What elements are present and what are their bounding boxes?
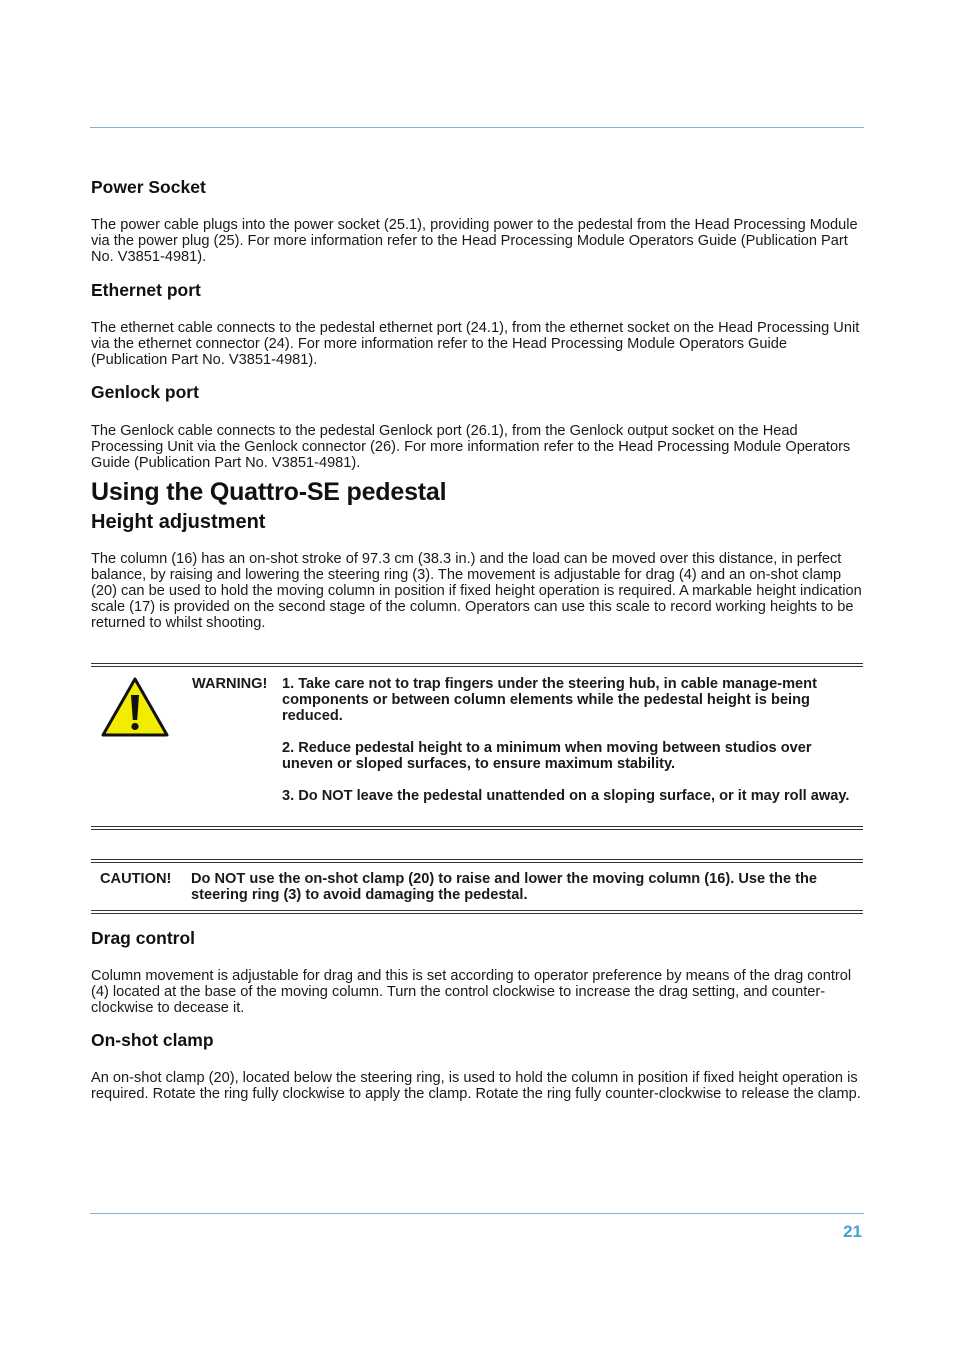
chapter-title: Using the Quattro-SE pedestal [91, 478, 447, 506]
caution-box-bottom-rule-inner [91, 910, 863, 911]
warning-item-1: 1. Take care not to trap fingers under the steering hub, in cable manage-ment components or between column elements while the pedestal height is being reduced. [282, 676, 817, 724]
section-heading-drag-control: Drag control [91, 928, 196, 948]
section-body-genlock-port: The Genlock cable connects to the pedestal Genlock port (26.1), from the Genlock output socket on the Head Processing Unit via the Genlock connector (26). For more information refer to the Head Processing Module Operators Guide (Publication Part No. V3851-4981). [91, 423, 851, 472]
warning-box-top-rule-inner [91, 666, 863, 667]
caution-label: CAUTION! [100, 871, 172, 887]
page-number: 21 [843, 1222, 862, 1241]
warning-item-2: 2. Reduce pedestal height to a minimum when moving between studios over uneven or sloped surfaces, to ensure maximum stability. [282, 740, 812, 772]
footer-rule [90, 1213, 864, 1214]
section-body-power-socket: The power cable plugs into the power socket (25.1), providing power to the pedestal from the Head Processing Module via the power plug (25). For more information refer to the Head Processing Module Operators Guide (Publication Part No. V3851-4981). [91, 217, 858, 266]
warning-item-3: 3. Do NOT leave the pedestal unattended on a sloping surface, or it may roll away. [282, 788, 850, 804]
section-heading-genlock-port: Genlock port [91, 382, 199, 402]
caution-text: Do NOT use the on-shot clamp (20) to raise and lower the moving column (16). Use the the steering ring (3) to avoid damaging the pedestal. [191, 871, 817, 903]
warning-label: WARNING! [192, 676, 268, 692]
caution-box-bottom-rule [91, 913, 863, 914]
warning-box-bottom-rule [91, 829, 863, 830]
caution-box-top-rule-inner [91, 862, 863, 863]
caution-box-top-rule [91, 859, 863, 860]
section-heading-on-shot-clamp: On-shot clamp [91, 1030, 214, 1050]
warning-box-bottom-rule-inner [91, 826, 863, 827]
section-body-drag-control: Column movement is adjustable for drag and this is set according to operator preference by means of the drag control (4) located at the base of the moving column. Turn the control clockwise to increase the drag setting, and counter- clockwise to decease it. [91, 968, 852, 1017]
section-heading-ethernet-port: Ethernet port [91, 280, 201, 300]
warning-box-top-rule [91, 663, 863, 664]
warning-triangle-icon [100, 676, 170, 738]
section-body-ethernet-port: The ethernet cable connects to the pedestal ethernet port (24.1), from the ethernet socket on the Head Processing Unit via the ethernet connector (24). For more information refer to the Head Processing Module Operators Guide (Publication Part No. V3851-4981). [91, 320, 860, 369]
section-heading-height-adjustment: Height adjustment [91, 511, 266, 533]
section-heading-power-socket: Power Socket [91, 177, 206, 197]
section-body-on-shot-clamp: An on-shot clamp (20), located below the steering ring, is used to hold the column in position if fixed height operation is required. Rotate the ring fully clockwise to apply the clamp. Rotate the ring fully counter-clockwise to release the clamp. [91, 1070, 861, 1103]
header-rule [90, 127, 864, 128]
section-body-height-adjustment: The column (16) has an on-shot stroke of 97.3 cm (38.3 in.) and the load can be moved over this distance, in perfect balance, by raising and lowering the steering ring (3). The movement is adjustable for drag (4) and an on-shot clamp (20) can be used to hold the moving column in position if fixed height operation is required. A markable height indication scale (17) is provided on the second stage of the column. Operators can use this scale to record working heights to be returned to whilst shooting. [91, 551, 862, 632]
